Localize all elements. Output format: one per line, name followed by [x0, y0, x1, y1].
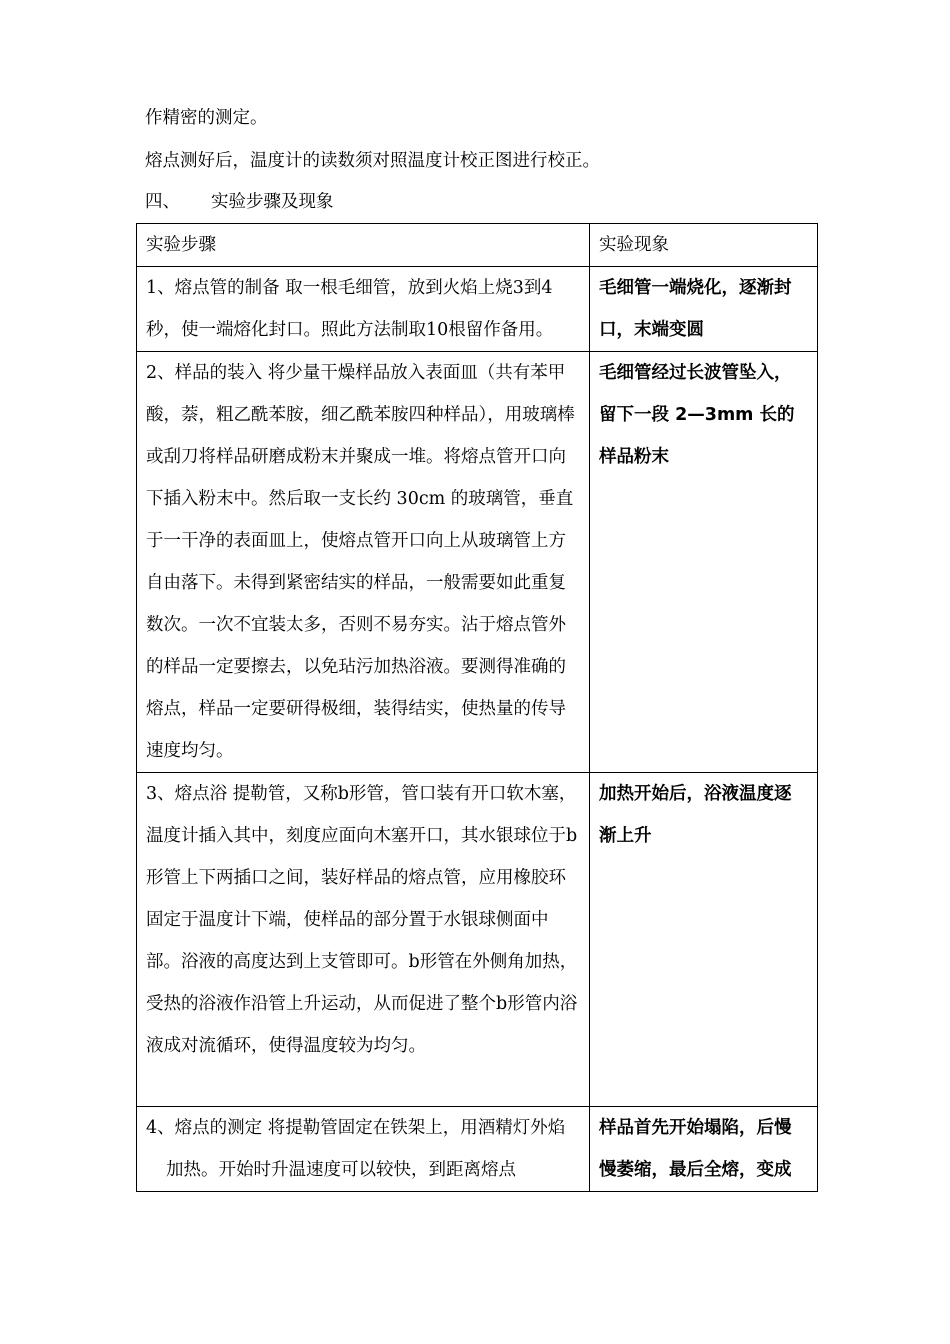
step-cell: 3、熔点浴 提勒管，又称b形管，管口装有开口软木塞，温度计插入其中，刻度应面向木塞开口，其水银球位于b形管上下两插口之间，装好样品的熔点管，应用橡胶环固定于温度计下端，使样品的部分置于水银球侧面中部。浴液的高度达到上支管即可。b形管在外侧角加热，受热的浴液作沿管上升运动，从而促进了整个b形管内浴液成对流循环，使得温度较为均匀。 [137, 773, 590, 1107]
phenomenon-cell: 毛细管一端烧化，逐渐封口，末端变圆 [590, 267, 818, 352]
section-number: 四、 [145, 192, 180, 212]
intro-line-2: 熔点测好后，温度计的读数须对照温度计校正图进行校正。 [145, 151, 600, 171]
intro-line-1: 作精密的测定。 [145, 108, 268, 128]
section-heading [145, 190, 825, 214]
phenomenon-cell: 样品首先开始塌陷，后慢慢萎缩，最后全熔，变成 [590, 1107, 818, 1192]
phenomenon-cell: 加热开始后，浴液温度逐渐上升 [590, 773, 818, 1107]
step-cell [137, 1107, 590, 1192]
step-cell: 2、样品的装入 将少量干燥样品放入表面皿（共有苯甲酸，萘，粗乙酰苯胺，细乙酰苯胺四种样品），用玻璃棒或刮刀将样品研磨成粉末并聚成一堆。将熔点管开口向下插入粉末中。然后取一支长约 30cm 的玻璃管，垂直于一干净的表面皿上，使熔点管开口向上从玻璃管上方自由落下。未得到紧密结实的样品，一般需要如此重复数次。一次不宜装太多，否则不易夯实。沾于熔点管外的样品一定要擦去，以免玷污加热浴液。要测得准确的熔点，样品一定要研得极细，装得结实，使热量的传导速度均匀。 [137, 352, 590, 773]
step-cell: 1、熔点管的制备 取一根毛细管，放到火焰上烧3到4秒，使一端熔化封口。照此方法制取10根留作备用。 [137, 267, 590, 352]
header-phenomena: 实验现象 [590, 224, 818, 267]
section-title: 实验步骤及现象 [211, 192, 334, 212]
phenomenon-cell: 毛细管经过长波管坠入，留下一段 2—3mm 长的样品粉末 [590, 352, 818, 773]
table-row [137, 773, 818, 1107]
table-row [137, 352, 818, 773]
step-text: 4、熔点的测定 将提勒管固定在铁架上，用酒精灯外焰加热。开始时升温速度可以较快，到距离熔点 [146, 1118, 566, 1180]
table-row [137, 1107, 818, 1192]
table-header-row [137, 224, 818, 267]
experiment-table [136, 223, 818, 1192]
header-steps: 实验步骤 [137, 224, 590, 267]
table-row [137, 267, 818, 352]
